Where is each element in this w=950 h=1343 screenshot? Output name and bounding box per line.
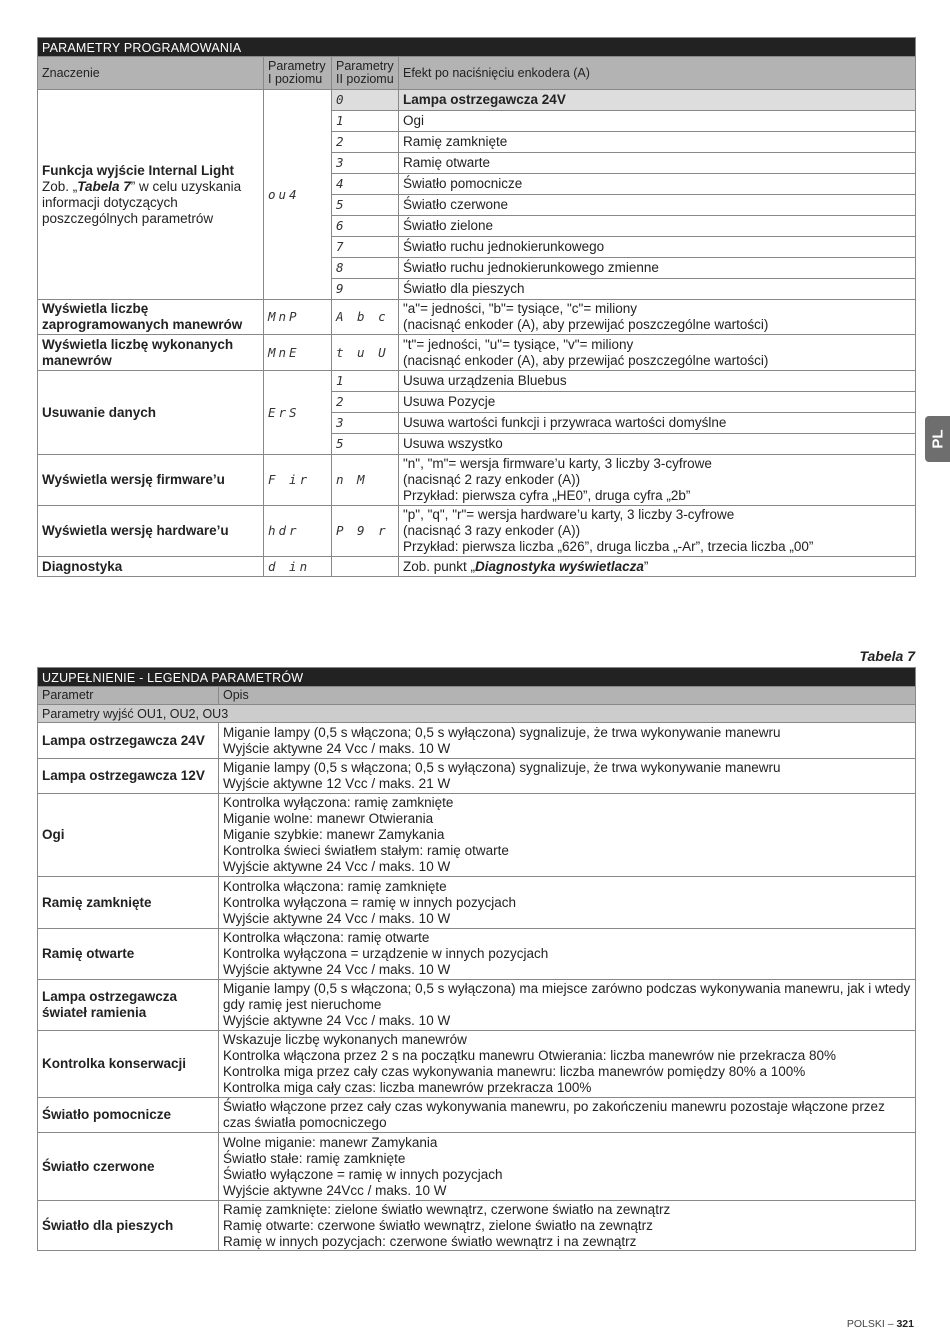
firmware-row bbox=[38, 455, 916, 506]
row-effect: "t"= jedności, "u"= tysiące, "v"= miliony (nacisnąć enkoder (A), aby przewijać poszczególne wartości) bbox=[399, 335, 916, 371]
option-code: P 9 r bbox=[332, 506, 399, 557]
col-header-desc: Opis bbox=[219, 687, 916, 705]
table-row bbox=[38, 1133, 916, 1201]
option-text: Światło zielone bbox=[399, 216, 916, 237]
row-label: Wyświetla liczbę zaprogramowanych manewrów bbox=[38, 300, 264, 335]
option-code: 3 bbox=[332, 413, 399, 434]
option-code: 1 bbox=[332, 371, 399, 392]
language-tab: PL bbox=[925, 416, 950, 462]
row-desc: Miganie lampy (0,5 s włączona; 0,5 s wyłączona) sygnalizuje, że trwa wykonywanie manewru Wyjście aktywne 12 Vcc / maks. 21 W bbox=[219, 759, 916, 794]
table-row bbox=[38, 723, 916, 759]
row-label: Diagnostyka bbox=[38, 557, 264, 577]
page-footer: POLSKI – 321 bbox=[846, 1318, 914, 1330]
table-row bbox=[38, 1201, 916, 1251]
option-code: 8 bbox=[332, 258, 399, 279]
col-header-level1: Parametry I poziomu bbox=[264, 57, 332, 90]
option-code: t u U bbox=[332, 335, 399, 371]
table-caption: Tabela 7 bbox=[859, 648, 915, 664]
option-code: 4 bbox=[332, 174, 399, 195]
option-text: Usuwa urządzenia Bluebus bbox=[399, 371, 916, 392]
col-header-effect: Efekt po naciśnięciu enkodera (A) bbox=[399, 57, 916, 90]
option-code: 7 bbox=[332, 237, 399, 258]
option-code: A b c bbox=[332, 300, 399, 335]
param-code: hdr bbox=[264, 506, 332, 557]
row-desc: Miganie lampy (0,5 s włączona; 0,5 s wyłączona) ma miejsce zarówno podczas wykonywania manewru, jak i wtedy gdy ramię jest nieruchome Wyjście aktywne 24 Vcc / maks. 10 W bbox=[219, 980, 916, 1031]
section-header: Parametry wyjść OU1, OU2, OU3 bbox=[38, 705, 916, 723]
row-desc: Wskazuje liczbę wykonanych manewrów Kontrolka włączona przez 2 s na początku manewru Otwierania: liczba manewrów nie przekracza 80% Kontrolka miga przez cały czas wykonywania manewru: liczba manewrów pomiędzy 80% a 100% Kontrolka miga cały czas: liczba manewrów przekracza 100% bbox=[219, 1031, 916, 1098]
table-row bbox=[38, 1031, 916, 1098]
output-light-cell bbox=[38, 90, 264, 300]
row-effect: "p", "q", "r"= wersja hardware’u karty, 3 liczby 3-cyfrowe (nacisnąć 3 razy enkoder (A)) Przykład: pierwsza liczba „626”, druga liczba „-Ar”, trzecia liczba „00” bbox=[399, 506, 916, 557]
option-text: Światło czerwone bbox=[399, 195, 916, 216]
option-code: 5 bbox=[332, 195, 399, 216]
option-text: Ramię zamknięte bbox=[399, 132, 916, 153]
option-text: Ramię otwarte bbox=[399, 153, 916, 174]
option-text: Usuwa wartości funkcji i przywraca wartości domyślne bbox=[399, 413, 916, 434]
param-code: MnE bbox=[264, 335, 332, 371]
row-effect: "n", "m"= wersja firmware’u karty, 3 liczby 3-cyfrowe (nacisnąć 2 razy enkoder (A)) Przykład: pierwsza cyfra „HE0”, druga cyfra „2b” bbox=[399, 455, 916, 506]
row-effect: Zob. punkt „Diagnostyka wyświetlacza” bbox=[399, 557, 916, 577]
option-text: Światło ruchu jednokierunkowego bbox=[399, 237, 916, 258]
param-code: F ir bbox=[264, 455, 332, 506]
row-label: Lampa ostrzegawcza 12V bbox=[38, 759, 219, 794]
option-code: 6 bbox=[332, 216, 399, 237]
output-light-label: Funkcja wyjście Internal Light bbox=[42, 162, 235, 178]
option-code: 2 bbox=[332, 132, 399, 153]
row-label: Lampa ostrzegawcza 24V bbox=[38, 723, 219, 759]
maneuvers-programmed-row bbox=[38, 300, 916, 335]
output-light-note: Zob. „Tabela 7” w celu uzyskania informacji dotyczących poszczególnych parametrów bbox=[42, 178, 242, 226]
table-row bbox=[38, 877, 916, 929]
row-label: Ogi bbox=[38, 794, 219, 877]
row-label: Wyświetla wersję hardware’u bbox=[38, 506, 264, 557]
output-light-group bbox=[38, 90, 916, 300]
param-code: ErS bbox=[264, 371, 332, 455]
legend-table bbox=[37, 667, 916, 1251]
parameters-table bbox=[37, 37, 916, 577]
row-desc: Światło włączone przez cały czas wykonywania manewru, po zakończeniu manewru pozostaje włączone przez czas światła pomocniczego bbox=[219, 1098, 916, 1133]
row-label: Lampa ostrzegawcza świateł ramienia bbox=[38, 980, 219, 1031]
row-label: Światło pomocnicze bbox=[38, 1098, 219, 1133]
option-text: Światło dla pieszych bbox=[399, 279, 916, 300]
param-code: ou4 bbox=[264, 90, 332, 300]
empty-cell bbox=[332, 557, 399, 577]
option-code: n M bbox=[332, 455, 399, 506]
param-code: MnP bbox=[264, 300, 332, 335]
row-desc: Kontrolka włączona: ramię zamknięte Kontrolka wyłączona = ramię w innych pozycjach Wyjście aktywne 24 Vcc / maks. 10 W bbox=[219, 877, 916, 929]
option-text: Usuwa Pozycje bbox=[399, 392, 916, 413]
option-code: 5 bbox=[332, 434, 399, 455]
row-label: Usuwanie danych bbox=[38, 371, 264, 455]
row-label: Ramię zamknięte bbox=[38, 877, 219, 929]
option-text: Ogi bbox=[399, 111, 916, 132]
row-desc: Wolne miganie: manewr Zamykania Światło stałe: ramię zamknięte Światło wyłączone = ramię w innych pozycjach Wyjście aktywne 24Vcc / maks. 10 W bbox=[219, 1133, 916, 1201]
option-text: Usuwa wszystko bbox=[399, 434, 916, 455]
table-title: UZUPEŁNIENIE - LEGENDA PARAMETRÓW bbox=[38, 668, 916, 687]
option-text: Lampa ostrzegawcza 24V bbox=[399, 90, 916, 111]
option-code: 1 bbox=[332, 111, 399, 132]
row-effect: "a"= jedności, "b"= tysiące, "c"= miliony (nacisnąć enkoder (A), aby przewijać poszczególne wartości) bbox=[399, 300, 916, 335]
row-label: Ramię otwarte bbox=[38, 929, 219, 980]
option-code: 0 bbox=[332, 90, 399, 111]
table-row bbox=[38, 929, 916, 980]
table-title: PARAMETRY PROGRAMOWANIA bbox=[38, 38, 916, 57]
col-header-level2: Parametry II poziomu bbox=[332, 57, 399, 90]
row-label: Światło dla pieszych bbox=[38, 1201, 219, 1251]
table-row bbox=[38, 980, 916, 1031]
row-label: Kontrolka konserwacji bbox=[38, 1031, 219, 1098]
col-header-param: Parametr bbox=[38, 687, 219, 705]
table-row bbox=[38, 1098, 916, 1133]
row-desc: Kontrolka włączona: ramię otwarte Kontrolka wyłączona = urządzenie w innych pozycjach Wyjście aktywne 24 Vcc / maks. 10 W bbox=[219, 929, 916, 980]
col-header-meaning: Znaczenie bbox=[38, 57, 264, 90]
option-text: Światło pomocnicze bbox=[399, 174, 916, 195]
hardware-row bbox=[38, 506, 916, 557]
diagnostics-row bbox=[38, 557, 916, 577]
param-code: d in bbox=[264, 557, 332, 577]
row-desc: Miganie lampy (0,5 s włączona; 0,5 s wyłączona) sygnalizuje, że trwa wykonywanie manewru Wyjście aktywne 24 Vcc / maks. 10 W bbox=[219, 723, 916, 759]
option-code: 2 bbox=[332, 392, 399, 413]
row-label: Światło czerwone bbox=[38, 1133, 219, 1201]
row-label: Wyświetla liczbę wykonanych manewrów bbox=[38, 335, 264, 371]
table-row bbox=[38, 759, 916, 794]
option-text: Światło ruchu jednokierunkowego zmienne bbox=[399, 258, 916, 279]
option-code: 9 bbox=[332, 279, 399, 300]
table-row bbox=[38, 794, 916, 877]
maneuvers-done-row bbox=[38, 335, 916, 371]
option-code: 3 bbox=[332, 153, 399, 174]
row-label: Wyświetla wersję firmware’u bbox=[38, 455, 264, 506]
row-desc: Ramię zamknięte: zielone światło wewnątrz, czerwone światło na zewnątrz Ramię otwarte: czerwone światło wewnątrz, zielone światło na zewnątrz Ramię w innych pozycjach: czerwone światło wewnątrz i na zewnątrz bbox=[219, 1201, 916, 1251]
delete-data-group bbox=[38, 371, 916, 455]
row-desc: Kontrolka wyłączona: ramię zamknięte Miganie wolne: manewr Otwierania Miganie szybkie: manewr Zamykania Kontrolka świeci światłem stałym: ramię otwarte Wyjście aktywne 24 Vcc / maks. 10 W bbox=[219, 794, 916, 877]
